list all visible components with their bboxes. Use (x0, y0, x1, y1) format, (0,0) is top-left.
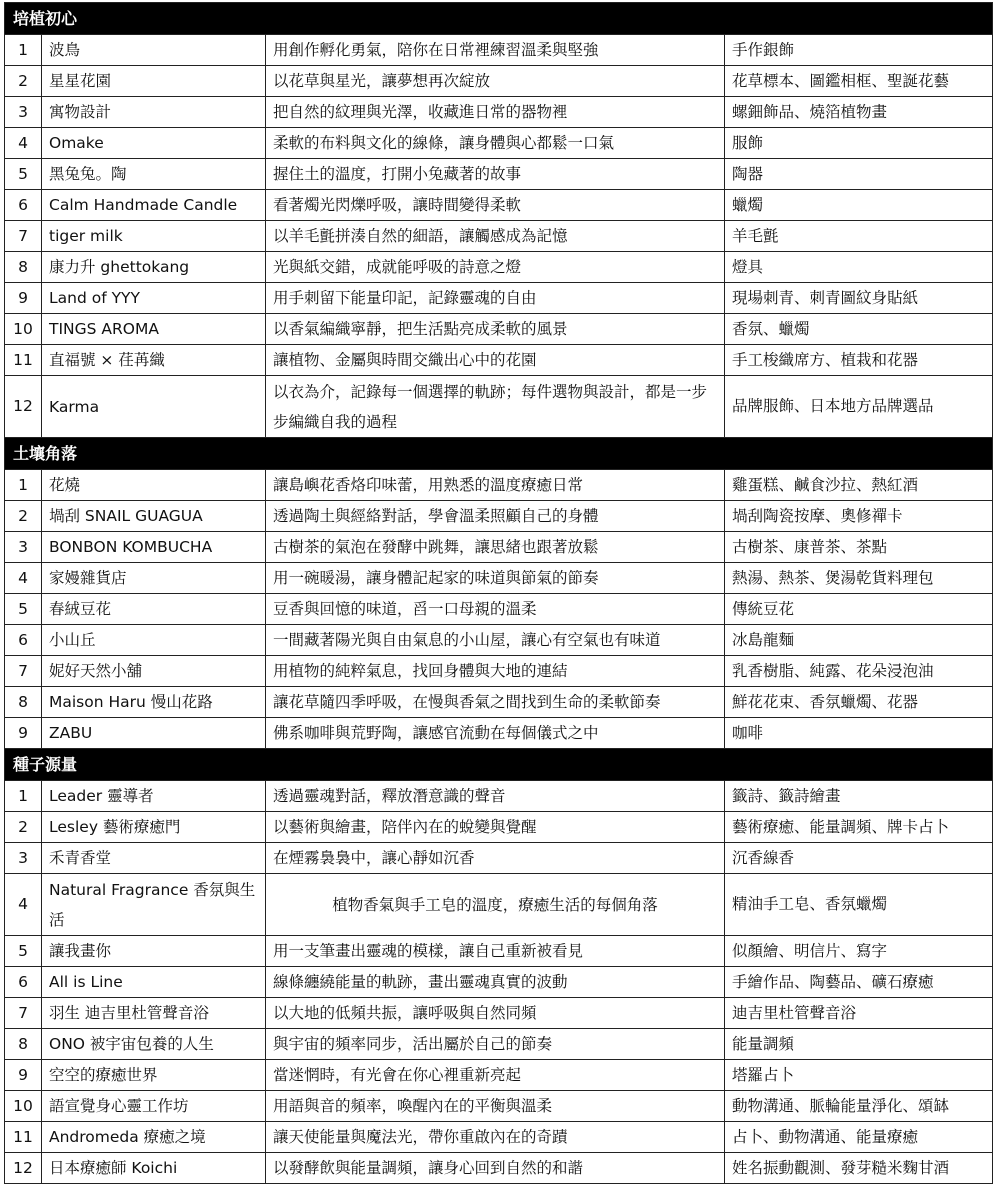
row-number-cell: 6 (5, 190, 42, 221)
description-cell: 當迷惘時，有光會在你心裡重新亮起 (266, 1060, 725, 1091)
description-cell: 讓天使能量與魔法光，帶你重啟內在的奇蹟 (266, 1122, 725, 1153)
table-row (5, 252, 993, 283)
row-number-cell: 9 (5, 718, 42, 749)
row-number-cell: 2 (5, 812, 42, 843)
description-cell: 在煙霧裊裊中，讓心靜如沉香 (266, 843, 725, 874)
description-cell: 植物香氣與手工皂的溫度，療癒生活的每個角落 (266, 874, 725, 936)
items-cell: 手作銀飾 (725, 35, 993, 66)
vendor-name-cell: 寓物設計 (42, 97, 266, 128)
row-number-cell: 3 (5, 97, 42, 128)
row-number-cell: 7 (5, 998, 42, 1029)
row-number-cell: 6 (5, 625, 42, 656)
description-cell: 與宇宙的頻率同步，活出屬於自己的節奏 (266, 1029, 725, 1060)
description-cell: 線條纏繞能量的軌跡，畫出靈魂真實的波動 (266, 967, 725, 998)
description-cell: 用手刺留下能量印記，記錄靈魂的自由 (266, 283, 725, 314)
items-cell: 花草標本、圖鑑相框、聖誕花藝 (725, 66, 993, 97)
description-cell: 把自然的紋理與光澤，收藏進日常的器物裡 (266, 97, 725, 128)
table-row (5, 1122, 993, 1153)
section-title: 種子源量 (5, 749, 993, 781)
description-cell: 柔軟的布料與文化的線條，讓身體與心都鬆一口氣 (266, 128, 725, 159)
items-cell: 能量調頻 (725, 1029, 993, 1060)
vendor-name-cell: Maison Haru 慢山花路 (42, 687, 266, 718)
items-cell: 傳統豆花 (725, 594, 993, 625)
description-cell: 古樹茶的氣泡在發酵中跳舞，讓思緒也跟著放鬆 (266, 532, 725, 563)
items-cell: 雞蛋糕、鹹食沙拉、熱紅酒 (725, 470, 993, 501)
vendor-name-cell: 康力升 ghettokang (42, 252, 266, 283)
items-cell: 占卜、動物溝通、能量療癒 (725, 1122, 993, 1153)
table-row (5, 563, 993, 594)
table-row (5, 843, 993, 874)
row-number-cell: 12 (5, 376, 42, 438)
section-title: 培植初心 (5, 3, 993, 35)
description-cell: 以羊毛氈拼湊自然的細語，讓觸感成為記憶 (266, 221, 725, 252)
items-cell: 迪吉里杜管聲音浴 (725, 998, 993, 1029)
vendor-name-cell: 空空的療癒世界 (42, 1060, 266, 1091)
description-cell: 用植物的純粹氣息，找回身體與大地的連結 (266, 656, 725, 687)
row-number-cell: 8 (5, 687, 42, 718)
description-cell: 以香氣編織寧靜，把生活點亮成柔軟的風景 (266, 314, 725, 345)
items-cell: 鮮花花束、香氛蠟燭、花器 (725, 687, 993, 718)
vendor-name-cell: 小山丘 (42, 625, 266, 656)
table-row (5, 190, 993, 221)
vendor-name-cell: Natural Fragrance 香氛與生活 (42, 874, 266, 936)
items-cell: 沉香線香 (725, 843, 993, 874)
table-row (5, 656, 993, 687)
description-cell: 透過靈魂對話，釋放潛意識的聲音 (266, 781, 725, 812)
description-cell: 豆香與回憶的味道，舀一口母親的溫柔 (266, 594, 725, 625)
description-cell: 用一支筆畫出靈魂的模樣，讓自己重新被看見 (266, 936, 725, 967)
row-number-cell: 3 (5, 843, 42, 874)
description-cell: 以藝術與繪畫，陪伴內在的蛻變與覺醒 (266, 812, 725, 843)
vendor-name-cell: 直福號 × 荏苒織 (42, 345, 266, 376)
description-cell: 用一碗暖湯，讓身體記起家的味道與節氣的節奏 (266, 563, 725, 594)
table-row (5, 532, 993, 563)
description-cell: 以大地的低頻共振，讓呼吸與自然同頻 (266, 998, 725, 1029)
section-title: 土壤角落 (5, 438, 993, 470)
row-number-cell: 2 (5, 66, 42, 97)
vendor-name-cell: Leader 靈導者 (42, 781, 266, 812)
table-row (5, 221, 993, 252)
items-cell: 藝術療癒、能量調頻、牌卡占卜 (725, 812, 993, 843)
items-cell: 姓名振動觀測、發芽糙米麴甘酒 (725, 1153, 993, 1184)
table-row (5, 998, 993, 1029)
items-cell: 燈具 (725, 252, 993, 283)
row-number-cell: 4 (5, 128, 42, 159)
row-number-cell: 2 (5, 501, 42, 532)
table-row (5, 376, 993, 438)
items-cell: 品牌服飾、日本地方品牌選品 (725, 376, 993, 438)
items-cell: 手工梭織席方、植栽和花器 (725, 345, 993, 376)
vendor-name-cell: 春絨豆花 (42, 594, 266, 625)
items-cell: 籤詩、籤詩繪畫 (725, 781, 993, 812)
table-row (5, 501, 993, 532)
vendor-name-cell: 黑兔兔。陶 (42, 159, 266, 190)
vendor-table-body (5, 3, 993, 1184)
description-cell: 以衣為介，記錄每一個選擇的軌跡；每件選物與設計，都是一步步編織自我的過程 (266, 376, 725, 438)
table-row (5, 159, 993, 190)
table-row (5, 66, 993, 97)
vendor-name-cell: 妮好天然小舖 (42, 656, 266, 687)
vendor-name-cell: TINGS AROMA (42, 314, 266, 345)
items-cell: 動物溝通、脈輪能量淨化、頌缽 (725, 1091, 993, 1122)
table-row (5, 936, 993, 967)
section-header (5, 438, 993, 470)
items-cell: 現場刺青、刺青圖紋身貼紙 (725, 283, 993, 314)
items-cell: 陶器 (725, 159, 993, 190)
items-cell: 香氛、蠟燭 (725, 314, 993, 345)
items-cell: 似顏繪、明信片、寫字 (725, 936, 993, 967)
row-number-cell: 3 (5, 532, 42, 563)
description-cell: 透過陶土與經絡對話，學會溫柔照顧自己的身體 (266, 501, 725, 532)
row-number-cell: 4 (5, 563, 42, 594)
vendor-name-cell: 花燒 (42, 470, 266, 501)
table-row (5, 967, 993, 998)
items-cell: 螺鈿飾品、燒箔植物畫 (725, 97, 993, 128)
items-cell: 咖啡 (725, 718, 993, 749)
items-cell: 冰島龍麵 (725, 625, 993, 656)
description-cell: 握住土的溫度，打開小兔藏著的故事 (266, 159, 725, 190)
table-row (5, 781, 993, 812)
items-cell: 服飾 (725, 128, 993, 159)
table-row (5, 1060, 993, 1091)
items-cell: 蠟燭 (725, 190, 993, 221)
vendor-name-cell: tiger milk (42, 221, 266, 252)
row-number-cell: 5 (5, 159, 42, 190)
table-row (5, 345, 993, 376)
vendor-name-cell: All is Line (42, 967, 266, 998)
items-cell: 塔羅占卜 (725, 1060, 993, 1091)
table-row (5, 283, 993, 314)
vendor-name-cell: Andromeda 療癒之境 (42, 1122, 266, 1153)
table-row (5, 1091, 993, 1122)
description-cell: 佛系咖啡與荒野陶，讓感官流動在每個儀式之中 (266, 718, 725, 749)
vendor-name-cell: BONBON KOMBUCHA (42, 532, 266, 563)
vendor-name-cell: 禾青香堂 (42, 843, 266, 874)
items-cell: 古樹茶、康普茶、茶點 (725, 532, 993, 563)
vendor-table (4, 2, 993, 1184)
row-number-cell: 5 (5, 936, 42, 967)
vendor-name-cell: 讓我畫你 (42, 936, 266, 967)
row-number-cell: 4 (5, 874, 42, 936)
items-cell: 精油手工皂、香氛蠟燭 (725, 874, 993, 936)
row-number-cell: 1 (5, 470, 42, 501)
vendor-name-cell: Omake (42, 128, 266, 159)
table-row (5, 128, 993, 159)
row-number-cell: 10 (5, 314, 42, 345)
table-row (5, 874, 993, 936)
row-number-cell: 8 (5, 1029, 42, 1060)
vendor-name-cell: 家嫚雜貨店 (42, 563, 266, 594)
table-row (5, 97, 993, 128)
row-number-cell: 7 (5, 221, 42, 252)
table-row (5, 1029, 993, 1060)
vendor-name-cell: Land of YYY (42, 283, 266, 314)
row-number-cell: 10 (5, 1091, 42, 1122)
items-cell: 手繪作品、陶藝品、礦石療癒 (725, 967, 993, 998)
description-cell: 一間藏著陽光與自由氣息的小山屋，讓心有空氣也有味道 (266, 625, 725, 656)
description-cell: 以發酵飲與能量調頻，讓身心回到自然的和諧 (266, 1153, 725, 1184)
items-cell: 羊毛氈 (725, 221, 993, 252)
table-row (5, 1153, 993, 1184)
vendor-name-cell: 語宣覺身心靈工作坊 (42, 1091, 266, 1122)
row-number-cell: 8 (5, 252, 42, 283)
row-number-cell: 5 (5, 594, 42, 625)
description-cell: 讓花草隨四季呼吸，在慢與香氣之間找到生命的柔軟節奏 (266, 687, 725, 718)
vendor-name-cell: ONO 被宇宙包養的人生 (42, 1029, 266, 1060)
description-cell: 看著燭光閃爍呼吸，讓時間變得柔軟 (266, 190, 725, 221)
description-cell: 用語與音的頻率，喚醒內在的平衡與溫柔 (266, 1091, 725, 1122)
table-row (5, 35, 993, 66)
vendor-name-cell: 波鳥 (42, 35, 266, 66)
row-number-cell: 6 (5, 967, 42, 998)
vendor-name-cell: Karma (42, 376, 266, 438)
description-cell: 用創作孵化勇氣，陪你在日常裡練習溫柔與堅強 (266, 35, 725, 66)
vendor-name-cell: 星星花園 (42, 66, 266, 97)
table-row (5, 812, 993, 843)
description-cell: 讓植物、金屬與時間交織出心中的花園 (266, 345, 725, 376)
vendor-name-cell: 日本療癒師 Koichi (42, 1153, 266, 1184)
row-number-cell: 9 (5, 1060, 42, 1091)
table-row (5, 470, 993, 501)
items-cell: 熱湯、熱茶、煲湯乾貨料理包 (725, 563, 993, 594)
row-number-cell: 11 (5, 1122, 42, 1153)
table-row (5, 687, 993, 718)
row-number-cell: 9 (5, 283, 42, 314)
items-cell: 堝刮陶瓷按摩、奧修禪卡 (725, 501, 993, 532)
section-header (5, 749, 993, 781)
vendor-name-cell: ZABU (42, 718, 266, 749)
description-cell: 光與紙交錯，成就能呼吸的詩意之燈 (266, 252, 725, 283)
vendor-name-cell: 羽生 迪吉里杜管聲音浴 (42, 998, 266, 1029)
description-cell: 讓島嶼花香烙印味蕾，用熟悉的溫度療癒日常 (266, 470, 725, 501)
table-row (5, 314, 993, 345)
table-row (5, 594, 993, 625)
vendor-table-sheet (4, 2, 992, 1184)
vendor-name-cell: Calm Handmade Candle (42, 190, 266, 221)
table-row (5, 625, 993, 656)
table-row (5, 718, 993, 749)
row-number-cell: 1 (5, 781, 42, 812)
row-number-cell: 7 (5, 656, 42, 687)
vendor-name-cell: 堝刮 SNAIL GUAGUA (42, 501, 266, 532)
row-number-cell: 12 (5, 1153, 42, 1184)
row-number-cell: 11 (5, 345, 42, 376)
description-cell: 以花草與星光，讓夢想再次綻放 (266, 66, 725, 97)
items-cell: 乳香樹脂、純露、花朵浸泡油 (725, 656, 993, 687)
row-number-cell: 1 (5, 35, 42, 66)
section-header (5, 3, 993, 35)
vendor-name-cell: Lesley 藝術療癒門 (42, 812, 266, 843)
